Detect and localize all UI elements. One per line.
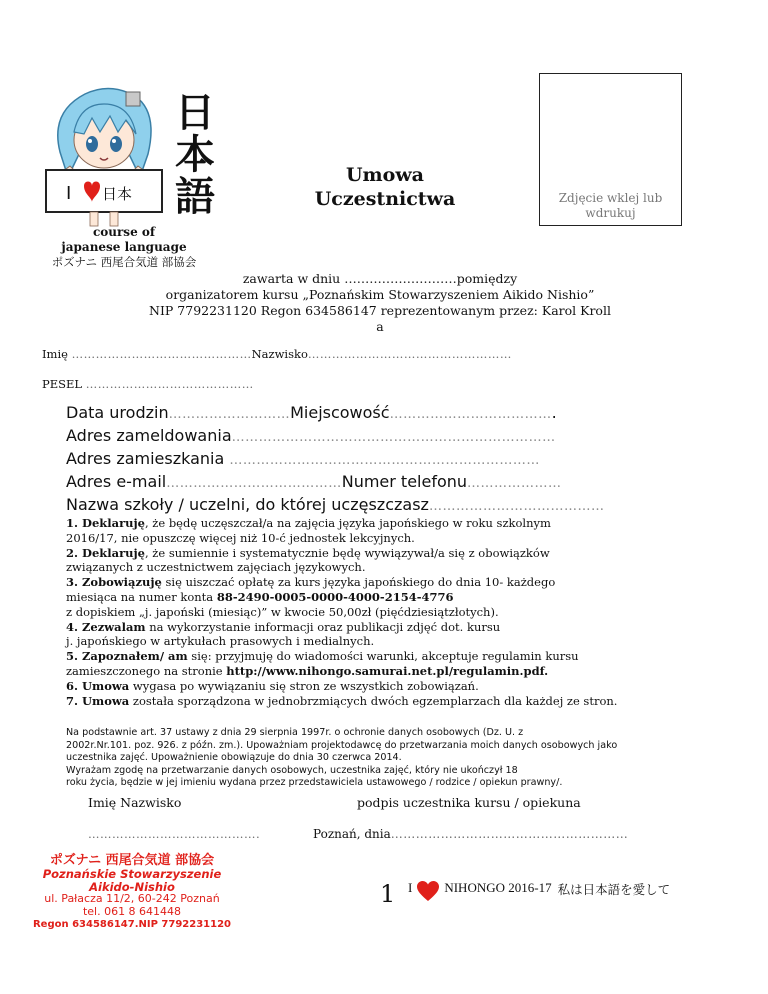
school-label: Nazwa szkoły / uczelni, do której uczęszczasz [66,495,429,514]
birth-date-field[interactable]: ……………………… [168,407,291,422]
birth-place-field[interactable]: ……………………………… [389,407,552,422]
declaration-item: 4. Zezwalam na wykorzystanie informacji oraz publikacji zdjęć dot. kursu [66,619,501,634]
personal-details-fields [66,402,604,517]
place-date-field[interactable]: ………………………………………………… [390,827,629,841]
name-signature-label: Imię Nazwisko [88,795,182,810]
school-row [66,494,604,517]
and-line: a [376,319,384,334]
document-title [300,163,470,211]
bank-account-number: 88-2490-0005-0000-4000-2154-4776 [216,589,454,604]
birth-place-label: Miejscowość [290,403,390,422]
participant-signature-label: podpis uczestnika kursu / opiekuna [357,795,581,810]
declarations-list: 1. Deklaruję, że będę uczęszczał/a na zajęcia języka japońskiego w roku szkolnym 2016/17, nie opuszczę więcej niż 10-ć jednostek lekcyjnych. 2. Deklaruję, że sumiennie i systematycznie będę wywiązywał/a się z obowiązków związanych z uczestnictwem zajęciach językowych. 3. Zobowiązuję się uiszczać opłatę za kurs języka japońskiego do dnia 10- każdego miesiąca na numer konta 88-2490-0005-0000-4000-2154-4776 z dopiskiem „j. japoński (miesiąc)” w kwocie 50,00zł (pięćdziesiątzłotych). 4. Zezwalam na wykorzystanie informacji oraz publikacji zdjęć dot. kursu j. japońskiego w artykułach prasowych i medialnych. 5. Zapoznałem/ am się: przyjmuję do wiadomości warunki, akceptuje regulamin kursu zamieszczonego na stronie http://www.nihongo.samurai.net.pl/regulamin.pdf. 6. Umowa wygasa po wywiązaniu się stron ze wszystkich zobowiązań. 7. Umowa została sporządzona w jednobrzmiących dwóch egzemplarzach dla każdej ze stron. [66,516,726,708]
residence-address-field[interactable]: …………………………………………………………… [229,453,540,468]
last-name-label: Nazwisko [251,347,308,361]
mascot-illustration [40,82,168,228]
registered-address-row [66,425,604,448]
place-date-row [313,827,628,841]
mascot-sign-i: I [66,183,72,204]
heart-icon [416,880,440,902]
residence-address-label: Adres zamieszkania [66,449,230,468]
regulations-link[interactable]: http://www.nihongo.samurai.net.pl/regulamin.pdf. [226,663,549,678]
footer-text: NIHONGO 2016-17 [444,880,552,895]
phone-label: Numer telefonu [341,472,468,491]
declaration-item: 6. Umowa wygasa po wywiązaniu się stron ze wszystkich zobowiązań. [66,678,479,693]
registered-address-field[interactable]: ……………………………………………………………… [231,430,556,445]
birth-row: Data urodzin………………………Miejscowość………………………………. [66,403,557,422]
kanji-char: 日 [175,90,215,136]
declaration-item: 5. Zapoznałem/ am się: przyjmuję do wiadomości warunki, akceptuje regulamin kursu [66,649,579,664]
declaration-item: 3. Zobowiązuję się uiszczać opłatę za kurs języka japońskiego do dnia 10- każdego [66,575,556,590]
footer-tagline [408,880,670,902]
phone-field[interactable]: ………………… [467,476,562,491]
pesel-row [42,377,254,391]
title-line: Umowa [345,164,424,186]
email-field[interactable]: ………………………………… [166,476,342,491]
nihongo-kanji-logo [172,92,218,220]
page-number: 1 [380,880,396,908]
contract-intro [110,271,650,335]
email-label: Adres e-mail [66,472,167,491]
kanji-char: 語 [175,174,215,220]
first-name-label: Imię [42,347,72,361]
name-signature-field[interactable]: ……………………………………. [88,827,261,841]
photo-placeholder[interactable] [539,73,682,226]
first-name-field[interactable]: ……………………………………… [71,347,252,361]
last-name-field[interactable]: …………………………………………… [307,347,512,361]
declaration-item: 2. Deklaruję, że sumiennie i systematycznie będę wywiązywał/a się z obowiązków [66,545,550,560]
declaration-item: 7. Umowa została sporządzona w jednobrzmiących dwóch egzemplarzach dla każdej ze stron. [66,693,618,708]
pesel-label: PESEL [42,377,86,391]
organizer-ids-line: NIP 7792231120 Regon 634586147 reprezentowanym przez: Karol Kroll [149,303,611,318]
data-protection-clause: Na podstawnie art. 37 ustawy z dnia 29 sierpnia 1997r. o ochronie danych osobowych (Dz. U. z 2002r.Nr.101. poz. 926. z późn. zm.). Upoważniam projektodawcę do przetwarzania moich danych osobowych jako uczestnika zajęć. Upoważnienie obowiązuje do dnia 30 czerwca 2014. Wyrażam zgodę na przetwarzanie danych osobowych, uczestnika zajęć, który nie ukończył 18 roku życia, będzie w jej imieniu wydana przez przedstawiciela ustawowego / rodzice / opiekun prawny/. [66,727,618,788]
residence-address-row [66,448,604,471]
photo-placeholder-text: Zdjęcie wklej lub wdrukuj [558,191,663,220]
course-caption: course of japanese language ポズナニ 西尾合気道 部協会 [51,225,197,269]
title-line: Uczestnictwa [314,188,456,210]
birth-date-label: Data urodzin [66,403,169,422]
association-stamp: ポズナニ 西尾合気道 部協会 Poznańskie Stowarzyszenie Aikido-Nishio ul. Pałacza 11/2, 60-242 Poznań tel. 061 8 641448 Regon 634586147.NIP 7792231120 [32,853,231,930]
pesel-field[interactable]: …………………………………… [85,377,254,391]
registered-address-label: Adres zameldowania [66,426,232,445]
organizer-line: organizatorem kursu „Poznańskim Stowarzyszeniem Aikido Nishio” [165,287,595,302]
contract-date-line: zawarta w dniu ………………………pomiędzy [242,271,518,286]
contact-row [66,471,604,494]
school-field[interactable]: ………………………………… [428,499,605,514]
footer-i: I [408,880,413,895]
kanji-char: 本 [175,132,215,178]
mascot-sign-text: 日本 [102,185,133,203]
place-date-label: Poznań, dnia [313,827,391,841]
name-fields-row [42,347,512,361]
footer-japanese-text: 私は日本語を愛して [557,882,671,897]
declaration-item: 1. Deklaruję, że będę uczęszczał/a na zajęcia języka japońskiego w roku szkolnym [66,516,551,530]
